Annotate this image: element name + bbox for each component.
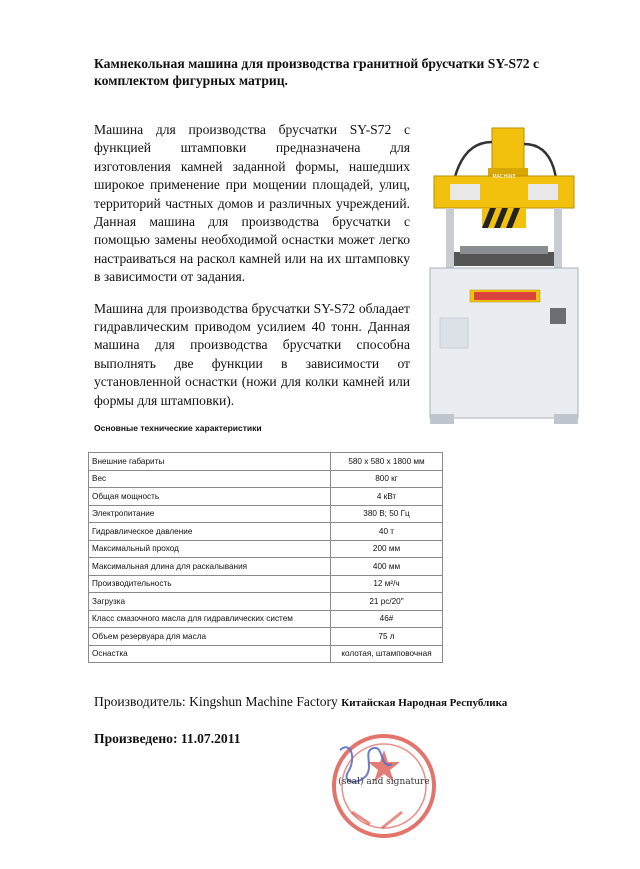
spec-value: 800 кг bbox=[331, 470, 443, 488]
table-row bbox=[89, 540, 443, 558]
table-row bbox=[89, 470, 443, 488]
spec-label: Гидравлическое давление bbox=[89, 523, 331, 541]
table-row bbox=[89, 593, 443, 611]
spec-label: Производительность bbox=[89, 575, 331, 593]
production-date: Произведено: 11.07.2011 bbox=[94, 731, 241, 746]
paragraph-2: Машина для производства брусчатки SY-S72 обладает гидравлическим приводом усилием 40 тонн. Данная машина для производства брусчатки способна выполнять две функции в зависимости от установленной оснастки (ножи для колки камней или формы для штамповки). bbox=[94, 300, 410, 408]
spec-value: 580 x 580 x 1800 мм bbox=[331, 453, 443, 471]
spec-label: Электропитание bbox=[89, 505, 331, 523]
spec-label: Максимальная длина для раскалывания bbox=[89, 558, 331, 576]
spec-label: Внешние габариты bbox=[89, 453, 331, 471]
spec-value: 46# bbox=[331, 610, 443, 628]
spec-label: Класс смазочного масла для гидравлических систем bbox=[89, 610, 331, 628]
spec-label: Загрузка bbox=[89, 593, 331, 611]
table-row bbox=[89, 610, 443, 628]
producer-label: Производитель: Kingshun Machine Factory bbox=[94, 694, 338, 709]
table-row bbox=[89, 523, 443, 541]
producer-country: Китайская Народная Республика bbox=[341, 697, 508, 709]
table-row bbox=[89, 645, 443, 663]
intro-text bbox=[94, 121, 410, 423]
spec-value: колотая, штамповочная bbox=[331, 645, 443, 663]
spec-table bbox=[88, 452, 443, 663]
table-row bbox=[89, 558, 443, 576]
svg-text:MACHINE: MACHINE bbox=[492, 174, 516, 180]
spec-label: Оснастка bbox=[89, 645, 331, 663]
spec-value: 400 мм bbox=[331, 558, 443, 576]
spec-value: 4 кВт bbox=[331, 488, 443, 506]
spec-heading: Основные технические характеристики bbox=[94, 423, 262, 433]
spec-label: Общая мощность bbox=[89, 488, 331, 506]
spec-label: Максимальный проход bbox=[89, 540, 331, 558]
spec-value: 40 т bbox=[331, 523, 443, 541]
producer-line bbox=[94, 694, 507, 710]
spec-value: 12 м²/ч bbox=[331, 575, 443, 593]
spec-value: 200 мм bbox=[331, 540, 443, 558]
paragraph-1: Машина для производства брусчатки SY-S72 с функцией штамповки предназначена для изготовления камней заданной формы, нашедших широкое применение при мощении площадей, улиц, территорий частных домов и различных учреждений. Данная машина для производства брусчатки с помощью замены необходимой оснастки может легко настраиваться на раскол камней или на их штамповку в зависимости от задания. bbox=[94, 122, 410, 285]
spec-label: Вес bbox=[89, 470, 331, 488]
table-row bbox=[89, 453, 443, 471]
spec-value: 75 л bbox=[331, 628, 443, 646]
document-title: Камнекольная машина для производства гранитной брусчатки SY-S72 с комплектом фигурных матриц. bbox=[94, 56, 540, 88]
machine-photo bbox=[420, 118, 588, 430]
table-row bbox=[89, 505, 443, 523]
spec-value: 21 pc/20" bbox=[331, 593, 443, 611]
table-row bbox=[89, 628, 443, 646]
table-row bbox=[89, 575, 443, 593]
spec-label: Объем резервуара для масла bbox=[89, 628, 331, 646]
spec-value: 380 В; 50 Гц bbox=[331, 505, 443, 523]
seal-signature-label: (seal) and signature bbox=[338, 777, 430, 787]
table-row bbox=[89, 488, 443, 506]
company-seal-stamp bbox=[322, 720, 442, 850]
